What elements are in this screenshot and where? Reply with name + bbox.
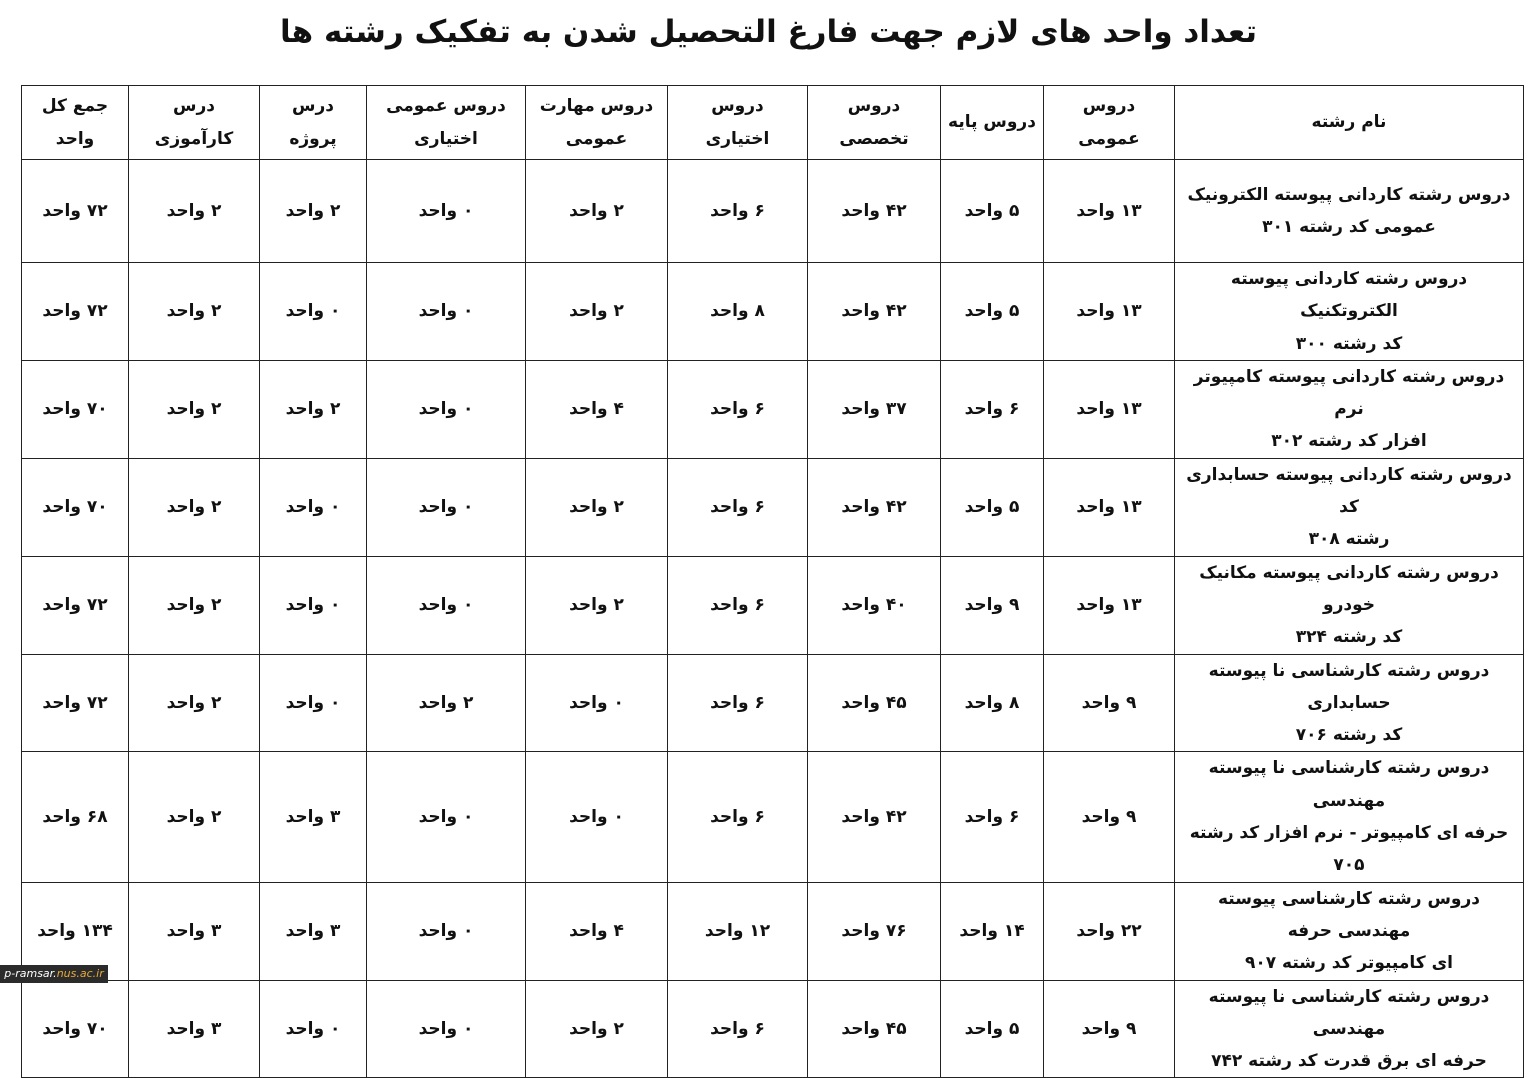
unit-count-cell: ۲ واحد <box>526 556 668 654</box>
unit-count-cell: ۲ واحد <box>129 263 260 361</box>
header-line: اختیاری <box>414 128 478 149</box>
unit-count-cell: ۵ واحد <box>941 458 1044 556</box>
header-total <box>22 86 129 160</box>
unit-count-cell: ۸ واحد <box>668 263 808 361</box>
header-line: درس <box>292 96 334 117</box>
unit-count-cell: ۵ واحد <box>941 263 1044 361</box>
unit-count-cell: ۲۲ واحد <box>1044 882 1175 980</box>
unit-count-cell: ۷۰ واحد <box>22 360 129 458</box>
unit-count-cell: ۰ واحد <box>367 980 526 1078</box>
unit-count-cell: ۲ واحد <box>129 752 260 882</box>
field-name-cell <box>1175 458 1524 556</box>
unit-count-cell: ۴۲ واحد <box>808 160 941 263</box>
header-line: درس <box>173 96 215 117</box>
header-line: تخصصی <box>839 128 909 149</box>
header-line: کارآموزی <box>154 128 234 149</box>
table-row <box>22 360 1524 458</box>
field-name-line: دروس رشته کارشناسی نا پیوسته مهندسی <box>1208 986 1490 1039</box>
field-name-line: کد رشته ۳۰۰ <box>1295 333 1403 354</box>
unit-count-cell: ۱۴ واحد <box>941 882 1044 980</box>
unit-count-cell: ۹ واحد <box>1044 752 1175 882</box>
unit-count-cell: ۶ واحد <box>668 556 808 654</box>
table-body <box>22 160 1524 1078</box>
table-row <box>22 458 1524 556</box>
table-row <box>22 882 1524 980</box>
header-line: جمع کل <box>41 96 109 117</box>
unit-count-cell: ۱۳ واحد <box>1044 458 1175 556</box>
header-line: دروس پایه <box>948 112 1036 133</box>
field-name-line: دروس رشته کارشناسی نا پیوسته حسابداری <box>1208 660 1490 713</box>
header-project <box>260 86 367 160</box>
unit-count-cell: ۰ واحد <box>526 654 668 752</box>
unit-count-cell: ۶ واحد <box>668 160 808 263</box>
unit-count-cell: ۴۲ واحد <box>808 458 941 556</box>
unit-count-cell: ۴۰ واحد <box>808 556 941 654</box>
field-name-cell <box>1175 263 1524 361</box>
unit-count-cell: ۶ واحد <box>668 980 808 1078</box>
unit-count-cell: ۱۲ واحد <box>668 882 808 980</box>
unit-count-cell: ۰ واحد <box>367 752 526 882</box>
field-name-line: افزار کد رشته ۳۰۲ <box>1271 431 1427 452</box>
unit-count-cell: ۴۵ واحد <box>808 654 941 752</box>
table-row <box>22 752 1524 882</box>
header-internship <box>129 86 260 160</box>
unit-count-cell: ۷۲ واحد <box>22 263 129 361</box>
field-name-cell <box>1175 752 1524 882</box>
page-title: تعداد واحد های لازم جهت فارغ التحصیل شدن به تفکیک رشته ها <box>280 14 1257 50</box>
unit-count-cell: ۲ واحد <box>526 458 668 556</box>
field-name-line: عمومی کد رشته ۳۰۱ <box>1262 217 1436 237</box>
unit-count-cell: ۱۳۴ واحد <box>22 882 129 980</box>
unit-count-cell: ۰ واحد <box>260 980 367 1078</box>
unit-count-cell: ۱۳ واحد <box>1044 360 1175 458</box>
unit-count-cell: ۶ واحد <box>668 654 808 752</box>
unit-count-cell: ۷۰ واحد <box>22 980 129 1078</box>
unit-count-cell: ۰ واحد <box>367 458 526 556</box>
unit-count-cell: ۳۷ واحد <box>808 360 941 458</box>
unit-count-cell: ۰ واحد <box>367 882 526 980</box>
unit-count-cell: ۹ واحد <box>1044 980 1175 1078</box>
unit-count-cell: ۶ واحد <box>668 752 808 882</box>
header-line: دروس <box>847 96 901 117</box>
header-line: دروس عمومی <box>386 96 506 117</box>
unit-count-cell: ۴۲ واحد <box>808 752 941 882</box>
unit-count-cell: ۴ واحد <box>526 882 668 980</box>
field-name-line: دروس رشته کاردانی پیوسته الکتروتکنیک <box>1230 269 1468 322</box>
table-row <box>22 654 1524 752</box>
unit-count-cell: ۷۰ واحد <box>22 458 129 556</box>
header-general-elective <box>367 86 526 160</box>
unit-count-cell: ۶ واحد <box>941 752 1044 882</box>
unit-count-cell: ۷۲ واحد <box>22 160 129 263</box>
unit-count-cell: ۴۲ واحد <box>808 263 941 361</box>
field-name-cell <box>1175 556 1524 654</box>
unit-count-cell: ۳ واحد <box>260 752 367 882</box>
field-name-cell <box>1175 654 1524 752</box>
header-line: نام رشته <box>1311 112 1387 133</box>
unit-count-cell: ۹ واحد <box>1044 654 1175 752</box>
unit-count-cell: ۲ واحد <box>260 360 367 458</box>
unit-count-cell: ۵ واحد <box>941 160 1044 263</box>
unit-count-cell: ۳ واحد <box>129 882 260 980</box>
field-name-line: حرفه ای برق قدرت کد رشته ۷۴۲ <box>1211 1051 1487 1072</box>
header-field-name <box>1175 86 1524 160</box>
unit-count-cell: ۴ واحد <box>526 360 668 458</box>
unit-count-cell: ۲ واحد <box>129 360 260 458</box>
field-name-cell <box>1175 360 1524 458</box>
field-name-line: دروس رشته کارشناسی نا پیوسته مهندسی <box>1208 758 1490 811</box>
field-name-line: دروس رشته کارشناسی پیوسته مهندسی حرفه <box>1217 888 1480 941</box>
field-name-line: دروس رشته کاردانی پیوسته کامپیوتر نرم <box>1193 366 1505 420</box>
unit-count-cell: ۹ واحد <box>941 556 1044 654</box>
header-line: دروس مهارت <box>539 96 654 117</box>
unit-count-cell: ۰ واحد <box>367 160 526 263</box>
unit-count-cell: ۴۵ واحد <box>808 980 941 1078</box>
unit-count-cell: ۳ واحد <box>260 882 367 980</box>
header-line: دروس <box>711 96 764 117</box>
header-line: اختیاری <box>705 128 770 149</box>
site-url-badge[interactable] <box>0 965 108 983</box>
unit-count-cell: ۰ واحد <box>367 263 526 361</box>
field-name-line: کد رشته ۳۲۴ <box>1295 627 1403 648</box>
table-row <box>22 160 1524 263</box>
header-line: پروژه <box>289 128 337 149</box>
unit-count-cell: ۲ واحد <box>129 556 260 654</box>
site-url-prefix: p-ramsar. <box>4 967 57 980</box>
table-row <box>22 263 1524 361</box>
table-row <box>22 556 1524 654</box>
unit-count-cell: ۳ واحد <box>129 980 260 1078</box>
unit-count-cell: ۲ واحد <box>129 458 260 556</box>
unit-count-cell: ۶ واحد <box>941 360 1044 458</box>
field-name-line: دروس رشته کاردانی پیوسته الکترونیک <box>1187 184 1511 205</box>
unit-count-cell: ۱۳ واحد <box>1044 263 1175 361</box>
field-name-line: ای کامپیوتر کد رشته ۹۰۷ <box>1245 953 1453 974</box>
unit-count-cell: ۷۲ واحد <box>22 654 129 752</box>
table-row <box>22 980 1524 1078</box>
field-name-line: حرفه ای کامپیوتر - نرم افزار کد رشته ۷۰۵ <box>1189 823 1509 876</box>
unit-count-cell: ۰ واحد <box>260 556 367 654</box>
unit-count-cell: ۱۳ واحد <box>1044 556 1175 654</box>
unit-count-cell: ۱۳ واحد <box>1044 160 1175 263</box>
header-basic <box>941 86 1044 160</box>
unit-count-cell: ۰ واحد <box>367 556 526 654</box>
field-name-line: کد رشته ۷۰۶ <box>1295 725 1403 746</box>
unit-count-cell: ۲ واحد <box>129 160 260 263</box>
unit-count-cell: ۰ واحد <box>526 752 668 882</box>
header-line: دروس عمومی <box>1078 96 1140 149</box>
site-url-domain: nus.ac.ir <box>56 967 104 980</box>
field-name-cell <box>1175 882 1524 980</box>
unit-count-cell: ۵ واحد <box>941 980 1044 1078</box>
unit-count-cell: ۲ واحد <box>526 980 668 1078</box>
header-elective <box>668 86 808 160</box>
unit-count-cell: ۶ واحد <box>668 360 808 458</box>
unit-count-cell: ۲ واحد <box>260 160 367 263</box>
unit-count-cell: ۷۶ واحد <box>808 882 941 980</box>
unit-count-cell: ۲ واحد <box>367 654 526 752</box>
unit-count-cell: ۰ واحد <box>367 360 526 458</box>
field-name-line: دروس رشته کاردانی پیوسته حسابداری کد <box>1186 464 1512 518</box>
field-name-line: دروس رشته کاردانی پیوسته مکانیک خودرو <box>1199 562 1499 615</box>
header-specialized <box>808 86 941 160</box>
field-name-cell <box>1175 160 1524 263</box>
header-general <box>1044 86 1175 160</box>
unit-count-cell: ۰ واحد <box>260 654 367 752</box>
unit-count-cell: ۷۲ واحد <box>22 556 129 654</box>
unit-count-cell: ۸ واحد <box>941 654 1044 752</box>
units-table <box>21 85 1524 1078</box>
header-line: عمومی <box>565 128 628 149</box>
header-line: واحد <box>55 128 95 149</box>
header-general-skills <box>526 86 668 160</box>
field-name-cell <box>1175 980 1524 1078</box>
unit-count-cell: ۰ واحد <box>260 458 367 556</box>
unit-count-cell: ۲ واحد <box>129 654 260 752</box>
unit-count-cell: ۰ واحد <box>260 263 367 361</box>
field-name-line: رشته ۳۰۸ <box>1308 529 1390 550</box>
header-row <box>22 86 1524 160</box>
unit-count-cell: ۶ واحد <box>668 458 808 556</box>
unit-count-cell: ۶۸ واحد <box>22 752 129 882</box>
unit-count-cell: ۲ واحد <box>526 160 668 263</box>
unit-count-cell: ۲ واحد <box>526 263 668 361</box>
